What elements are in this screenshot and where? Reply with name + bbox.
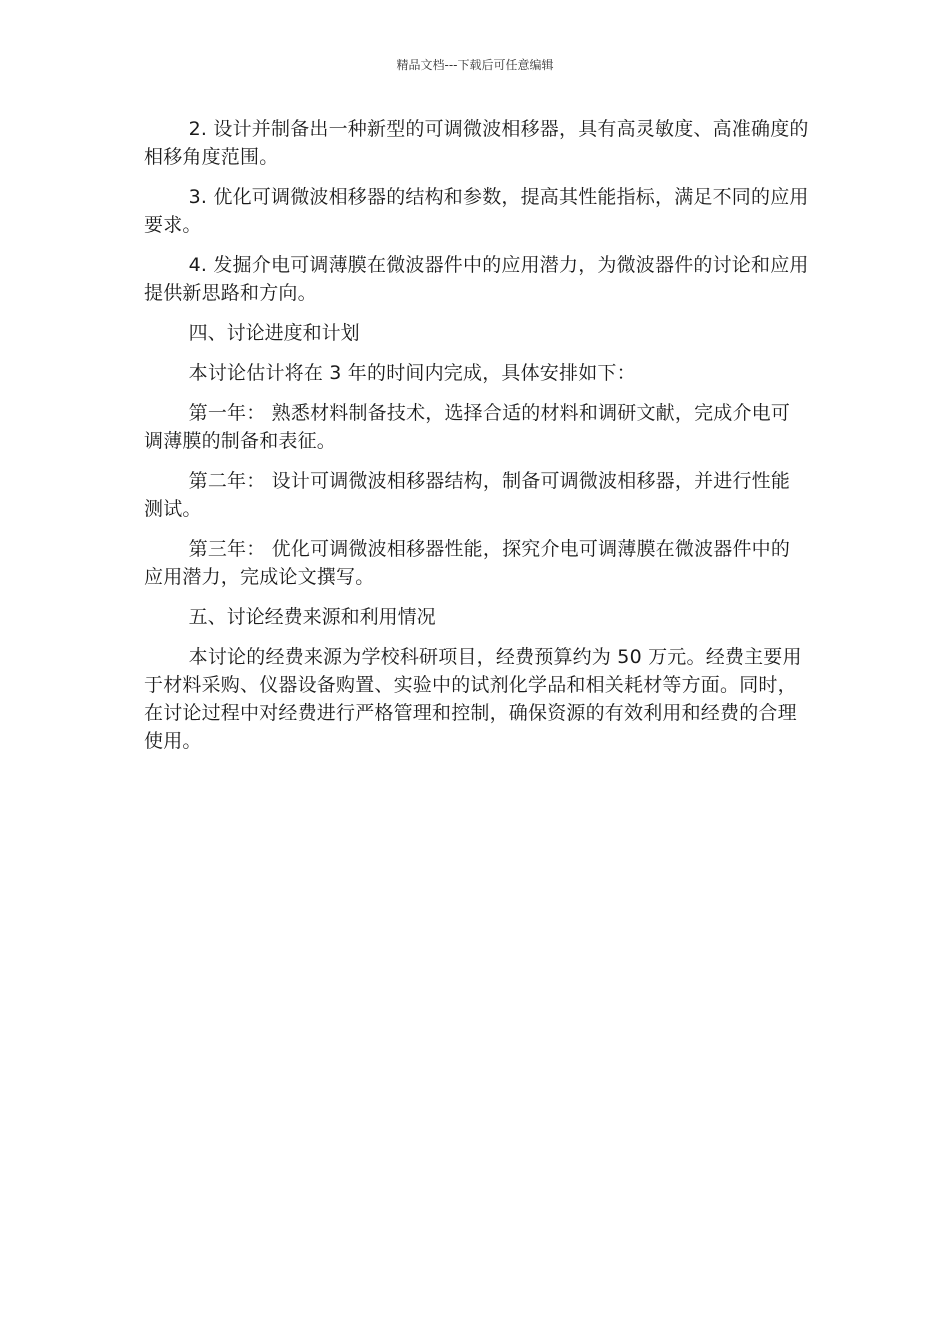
goal-item-3: 3. 优化可调微波相移器的结构和参数，提高其性能指标，满足不同的应用要求。 <box>144 186 809 236</box>
plan-intro: 本讨论估计将在 3 年的时间内完成，具体安排如下： <box>188 362 636 384</box>
plan-year-2: 第二年： 设计可调微波相移器结构，制备可调微波相移器，并进行性能测试。 <box>144 470 791 520</box>
page-header: 精品文档---下载后可任意编辑 <box>396 58 554 72</box>
document-body <box>144 115 809 767</box>
goal-item-4: 4. 发掘介电可调薄膜在微波器件中的应用潜力，为微波器件的讨论和应用提供新思路和方向。 <box>144 254 809 304</box>
section-heading-progress: 四、讨论进度和计划 <box>188 322 360 344</box>
funding-paragraph: 本讨论的经费来源为学校科研项目，经费预算约为 50 万元。经费主要用于材料采购、仪器设备购置、实验中的试剂化学品和相关耗材等方面。同时，在讨论过程中对经费进行严格管理和控制，确保资源的有效利用和经费的合理使用。 <box>144 646 802 752</box>
section-heading-funding: 五、讨论经费来源和利用情况 <box>188 606 436 628</box>
plan-year-3: 第三年： 优化可调微波相移器性能，探究介电可调薄膜在微波器件中的应用潜力，完成论文撰写。 <box>144 538 791 588</box>
goal-item-2: 2. 设计并制备出一种新型的可调微波相移器，具有高灵敏度、高准确度的相移角度范围。 <box>144 118 809 168</box>
plan-year-1: 第一年： 熟悉材料制备技术，选择合适的材料和调研文献，完成介电可调薄膜的制备和表征。 <box>144 402 791 452</box>
